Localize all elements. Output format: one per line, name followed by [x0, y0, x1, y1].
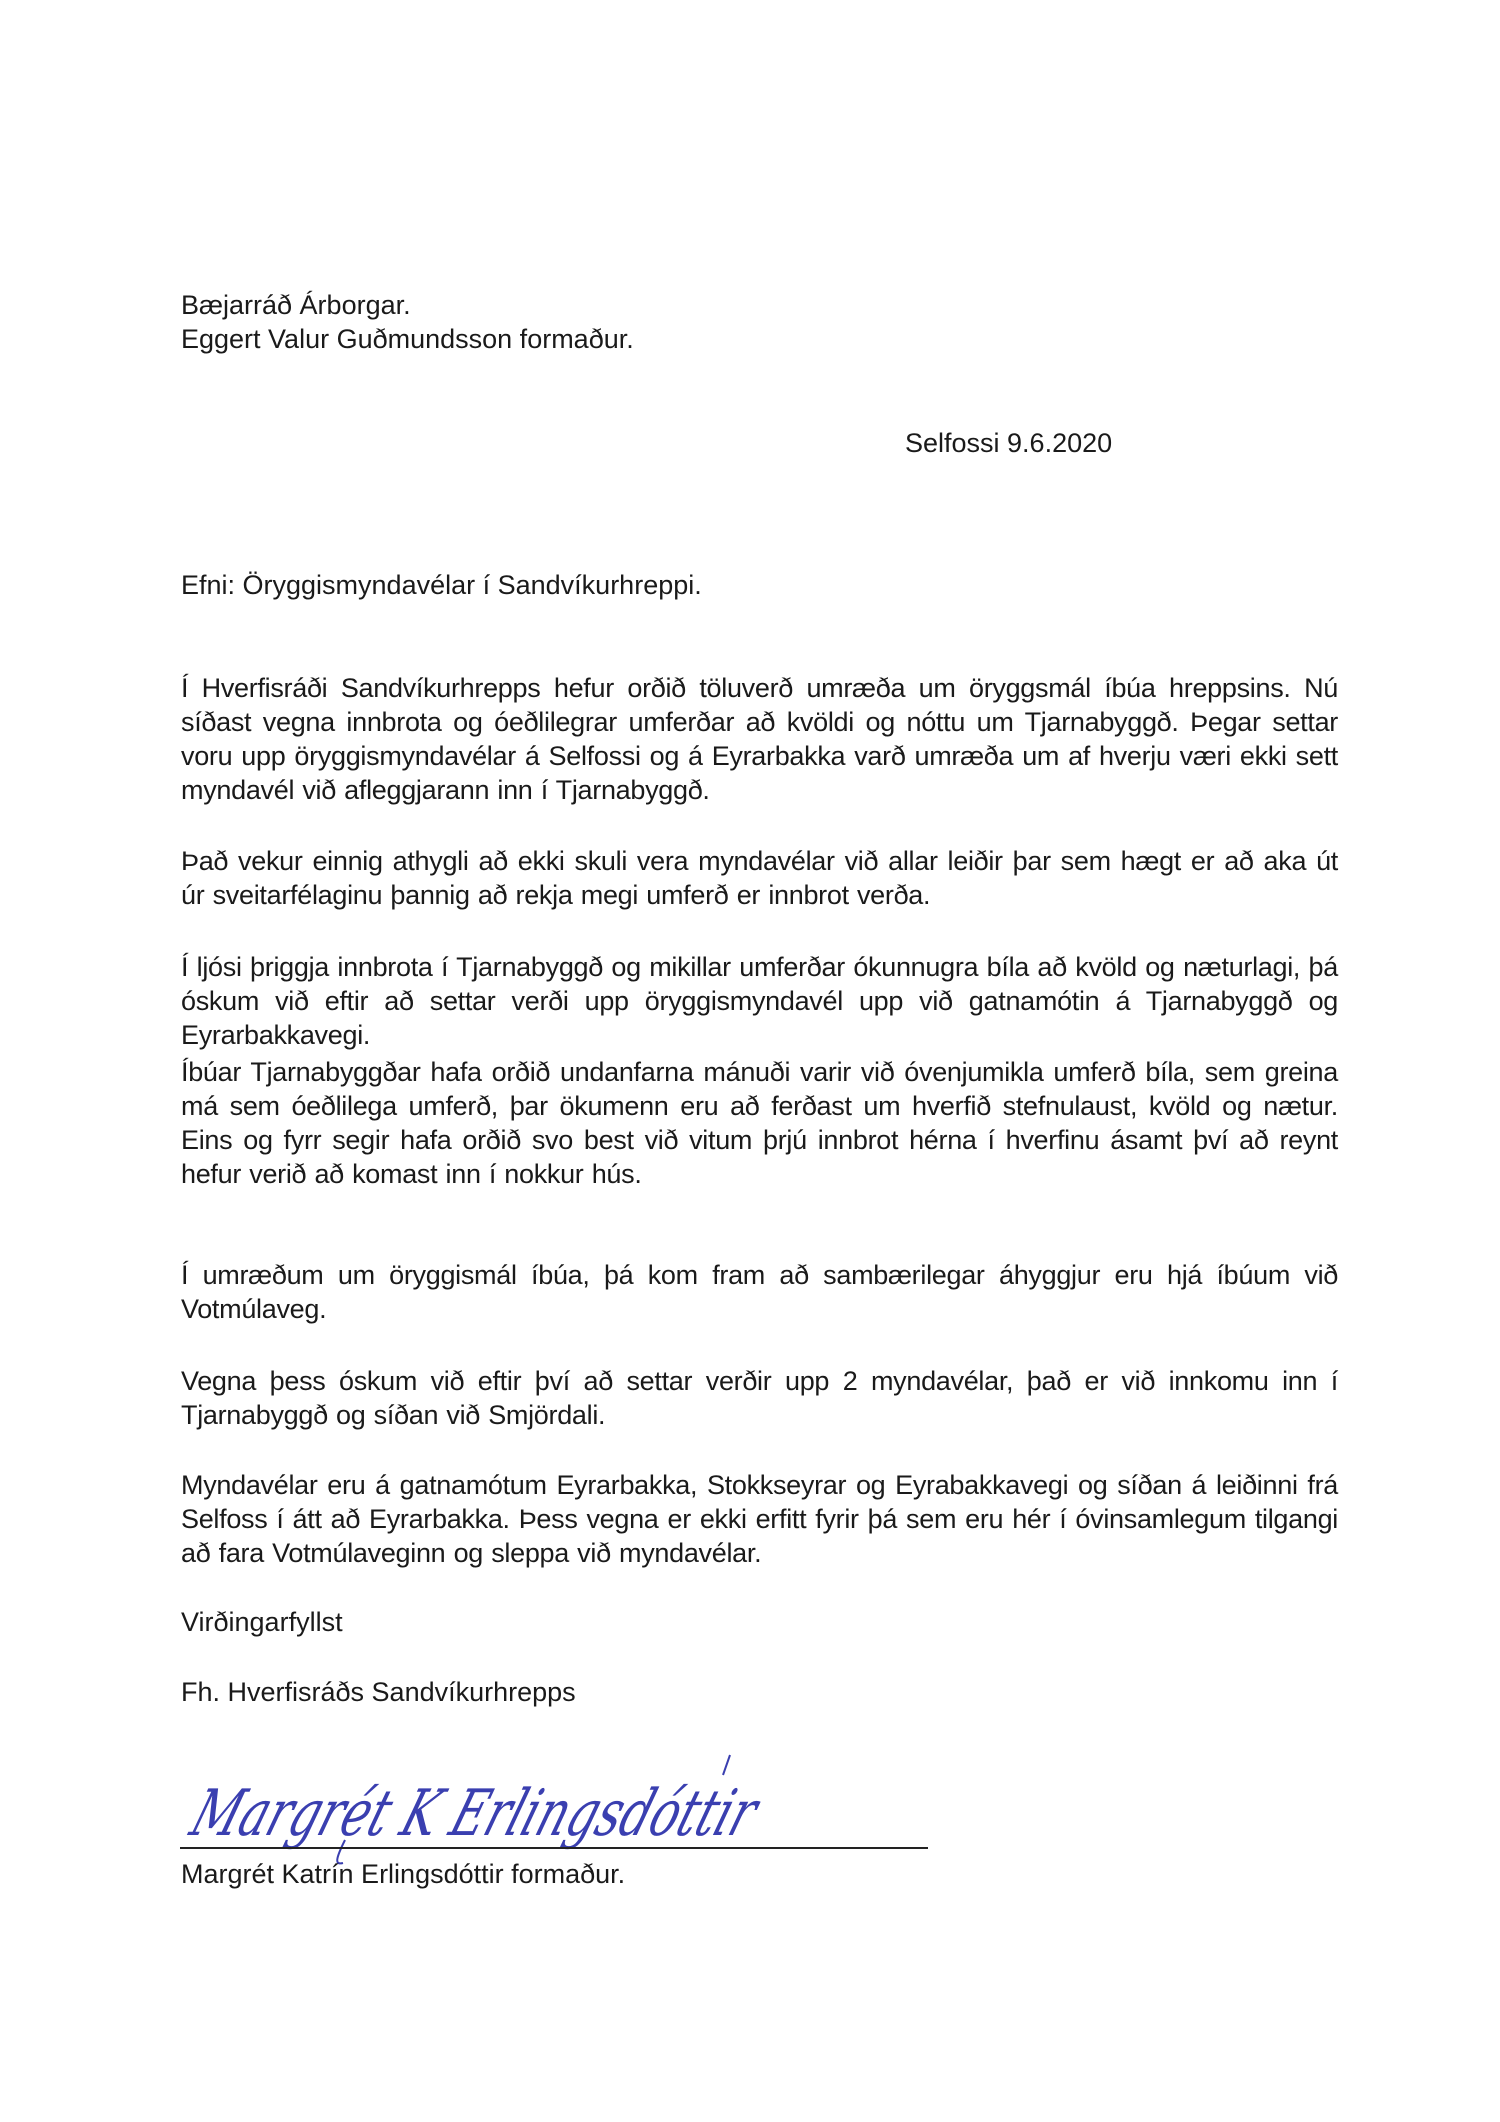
subject-line: Efni: Öryggismyndavélar í Sandvíkurhreppi. — [181, 570, 702, 600]
signature-text: Margrét K Erlingsdóttir — [182, 1776, 980, 1851]
paragraph-7: Myndavélar eru á gatnamótum Eyrarbakka, Stokkseyrar og Eyrabakkavegi og síðan á leiðinni frá Selfoss í átt að Eyrarbakka. Þess vegna er ekki erfitt fyrir þá sem eru hér í óvinsamlegum tilgangi að fara Votmúlaveginn og sleppa við myndavélar. — [181, 1470, 1338, 1568]
handwritten-signature — [182, 1735, 980, 1865]
paragraph-6: Vegna þess óskum við eftir því að settar verðir upp 2 myndavélar, það er við innkomu inn í Tjarnabyggð og síðan við Smjördali. — [181, 1366, 1338, 1430]
addressee — [181, 288, 1338, 356]
addressee-line-1: Bæjarráð Árborgar. — [181, 290, 411, 320]
addressee-line-2: Eggert Valur Guðmundsson formaður. — [181, 324, 634, 354]
on-behalf-of: Fh. Hverfisráðs Sandvíkurhrepps — [181, 1677, 576, 1707]
paragraph-2: Það vekur einnig athygli að ekki skuli vera myndavélar við allar leiðir þar sem hægt er að aka út úr sveitarfélaginu þannig að rekja megi umferð er innbrot verða. — [181, 846, 1338, 910]
paragraph-3: Í ljósi þriggja innbrota í Tjarnabyggð og mikillar umferðar ókunnugra bíla að kvöld og næturlagi, þá óskum við eftir að settar verði upp öryggismyndavél upp við gatnamótin á Tjarnabyggð og Eyrarbakkavegi. — [181, 952, 1338, 1050]
letter-date: Selfossi 9.6.2020 — [905, 428, 1113, 458]
paragraph-5: Í umræðum um öryggismál íbúa, þá kom fram að sambærilegar áhyggjur eru hjá íbúum við Votmúlaveg. — [181, 1260, 1338, 1324]
closing: Virðingarfyllst — [181, 1607, 343, 1637]
paragraph-1: Í Hverfisráði Sandvíkurhrepps hefur orðið töluverð umræða um öryggsmál íbúa hreppsins. Nú síðast vegna innbrota og óeðlilegrar umferðar að kvöldi og nóttu um Tjarnabyggð. Þegar settar voru upp öryggismyndavélar á Selfossi og á Eyrarbakka varð umræða um af hverju væri ekki sett myndavél við afleggjarann inn í Tjarnabyggð. — [181, 673, 1338, 805]
signer-name: Margrét Katrín Erlingsdóttir formaður. — [181, 1859, 626, 1889]
paragraph-4: Íbúar Tjarnabyggðar hafa orðið undanfarna mánuði varir við óvenjumikla umferð bíla, sem greina má sem óeðlilega umferð, þar ökumenn eru að ferðast um hverfið stefnulaust, kvöld og nætur. Eins og fyrr segir hafa orðið svo best við vitum þrjú innbrot hérna í hverfinu ásamt því að reynt hefur verið að komast inn í nokkur hús. — [181, 1057, 1338, 1189]
signature-line — [180, 1847, 928, 1849]
signature-stroke — [723, 1755, 730, 1775]
